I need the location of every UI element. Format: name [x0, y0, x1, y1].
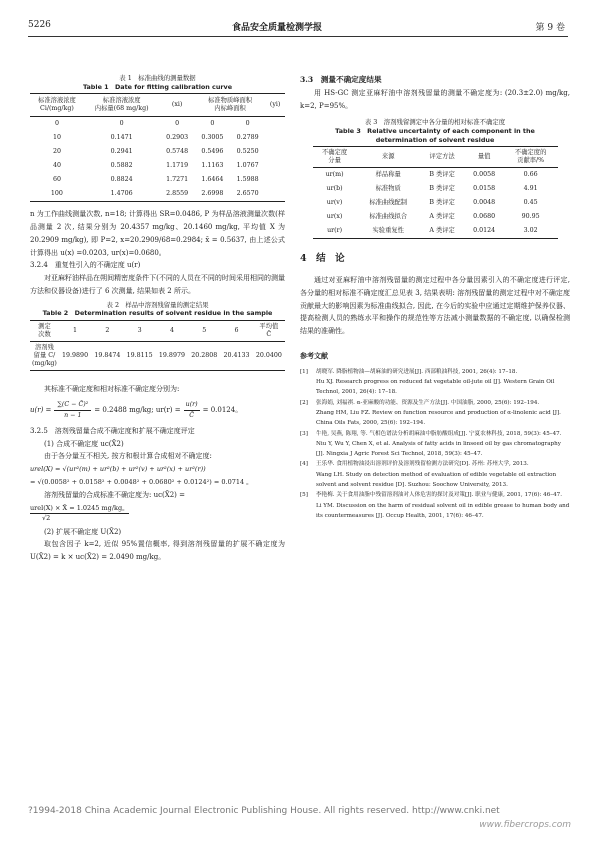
- table1-header-cell: 标准溶液浓度 Ci/(mg/kg): [38, 97, 76, 113]
- table3-cell: A 类评定: [429, 213, 455, 221]
- equation-urel-values: = √(0.0058² + 0.0158² + 0.0048² + 0.0680² + 0.0124²) = 0.0714 。: [30, 477, 253, 486]
- table3: [313, 146, 558, 239]
- paragraph-repeatability: 对亚麻籽油样品在朔间精密度条件下(不同的人员在不同的时间采用相同的测量方法和仪器设备)进行了 6 次测量, 结果如表 2 所示。: [30, 274, 285, 295]
- paragraph-n-definition: n 为工作曲线测量次数, n=18; 计算得出 SR=0.0486, P 为样品溶液测量次数(样品测量 2 次, 结果分别为 20.4357 mg/kg、20.1460 mg/kg, 平均值 X 为 20.2909 mg/kg), 即 P=2, x=20.2909/68=0.2984; x̄ = 0.5637, 由上述公式计算得出 u(x) =0.0203, ur(x)=0.0680。: [30, 210, 285, 257]
- table1-cell: 0: [119, 120, 124, 128]
- table3-cell: ur(b): [326, 185, 343, 193]
- equation-ur-result: = 0.2488 mg/kg; ur(r) =: [94, 405, 181, 414]
- table3-cell: 标准曲线配制: [369, 199, 408, 207]
- table3-cell: 标准曲线拟合: [369, 213, 408, 221]
- table3-header-cell: 不确定度的 贡献率/%: [514, 149, 547, 165]
- reference-item: [300, 501, 570, 522]
- table1-row: [30, 187, 285, 202]
- reference-text: 李艳梅. 关于食用油脂中残留溶剂油对人体危害的探讨及对策[J]. 职业与健康, 2001, 17(6): 46–47.: [316, 492, 562, 499]
- table1-cell: 1.1163: [201, 162, 224, 170]
- table1-cell: 0: [210, 120, 215, 128]
- equation-urr-numerator: u(r): [184, 400, 200, 411]
- table2-value-cell: 20.2808: [191, 351, 218, 359]
- table3-row: [313, 196, 558, 210]
- table2-header-cell: 3: [137, 326, 142, 334]
- table3-header-cell: 量值: [477, 153, 491, 161]
- table2-value-cell: 19.9890: [62, 351, 89, 359]
- paragraph-expanded: 取包含因子 k=2, 近似 95%置信概率, 得到溶剂残留量的扩展不确定度为 U(X̄2) = k × uc(X̄2) = 2.0490 mg/kg。: [30, 540, 285, 562]
- reference-text: 张海娟, 刘福祺. α-亚麻酸的功能、资源及生产方法[J]. 中国油脂, 2000, 25(6): 192–194.: [316, 399, 540, 406]
- table3-cell: 4.91: [523, 185, 538, 193]
- table1-caption: [30, 74, 285, 91]
- table3-cell: B 类评定: [429, 171, 455, 179]
- table3-cell: 标准物质: [375, 185, 401, 193]
- table2-header-cell: 6: [234, 326, 239, 334]
- reference-number: [300, 408, 316, 429]
- table1-row: [30, 173, 285, 187]
- table3-caption-zh: 表 3 溶剂残留测定中各分量的相对标准不确定度: [364, 118, 506, 127]
- table3-row: [313, 224, 558, 239]
- table1-cell: 60: [52, 176, 61, 184]
- table1-row: [30, 117, 285, 132]
- table1-cell: [265, 187, 285, 202]
- table1-cell: [265, 117, 285, 132]
- reference-text: 王乐华. 食用植物油浸出溶剂评价及溶剂残留检测方法研究[D]. 苏州: 苏州大学, 2013.: [316, 461, 529, 468]
- table2-header-row: [30, 320, 285, 341]
- reference-item: [300, 398, 570, 408]
- table1-cell: [265, 145, 285, 159]
- table3-cell: B 类评定: [429, 199, 455, 207]
- equation-urr-result: = 0.0124。: [202, 405, 243, 414]
- table3-header-cell: 评定方法: [429, 153, 455, 161]
- table1-row: [30, 131, 285, 145]
- reference-number: [300, 439, 316, 460]
- table3-cell: 0.0048: [473, 199, 496, 207]
- reference-number: [300, 377, 316, 398]
- table1-cell: 2.6570: [236, 190, 259, 198]
- equation-ur: [30, 400, 285, 421]
- references-title: 参考文献: [300, 350, 328, 360]
- reference-text: Niu Y, Wu Y, Chen X, et al. Analysis of fatty acids in linseed oil by gas chromatography [J]. Ningxia J Agric Forest Sci Technol, 2018, 59(3): 45–47.: [316, 440, 561, 458]
- equation-ur-denominator: n − 1: [64, 411, 82, 419]
- reference-item: [300, 408, 570, 429]
- reference-text: Li YM. Discussion on the harm of residual solvent oil in edible grease to human body and its countermeasures [J]. Occup Health, 2001, 17(6): 46–47.: [316, 502, 570, 519]
- table3-cell: 实验重复性: [372, 227, 404, 235]
- reference-item: [300, 439, 570, 460]
- table1-cell: 2.8559: [166, 190, 189, 198]
- table2-value-cell: 20.4133: [223, 351, 250, 359]
- subsection-combined: (1) 合成不确定度 uc(X̄2): [44, 439, 124, 448]
- table2-header-cell: 2: [105, 326, 110, 334]
- table2-row-label: 溶剂残 留量 C/ (mg/kg): [32, 343, 57, 367]
- table3-header-row: [313, 147, 558, 168]
- table1-cell: 0.5250: [236, 148, 259, 156]
- table1-cell: 1.7271: [166, 176, 189, 184]
- table1-row: [30, 145, 285, 159]
- table1-header-row: [30, 94, 285, 117]
- table1-cell: [265, 159, 285, 173]
- table2-value-cell: 20.0400: [255, 351, 282, 359]
- table1-caption-zh: 表 1 标准曲线的测量数据: [119, 74, 196, 82]
- table2-caption: [30, 301, 285, 318]
- table3-cell: 0.0058: [473, 171, 496, 179]
- table1-cell: 2.6998: [201, 190, 224, 198]
- table3-cell: 0.0158: [473, 185, 496, 193]
- reference-number: [2]: [300, 399, 308, 406]
- header-rule: [28, 36, 568, 37]
- table3-caption-en2: determination of solvent residue: [375, 135, 495, 144]
- watermark: www.fibercrops.com: [479, 820, 571, 830]
- table1-cell: [265, 173, 285, 187]
- references-list: [300, 367, 570, 521]
- table3-cell: 0.45: [523, 199, 538, 207]
- table3-header-cell: 不确定度 分量: [321, 149, 348, 165]
- equation-uc-denominator: √2: [42, 513, 51, 522]
- table1-cell: 20: [52, 148, 61, 156]
- table1-cell: 1.1719: [166, 162, 189, 170]
- left-column: [30, 74, 285, 564]
- right-column: [300, 74, 570, 521]
- paragraph-combined-standard: 溶剂残留量的合成标准不确定度为: uc(X̄2) =: [44, 490, 186, 499]
- reference-text: Hu XJ. Research progress on reduced fat vegetable oil-jute oil [J]. Western Grain Oil Technol, 2001, 26(4): 17–18.: [316, 379, 555, 396]
- table3-cell: ur(m): [325, 171, 344, 179]
- table3-row: [313, 182, 558, 196]
- reference-number: [3]: [300, 430, 308, 437]
- table1-cell: 0: [245, 120, 250, 128]
- table1-cell: 10: [52, 134, 61, 142]
- table1-cell: 1.5988: [236, 176, 259, 184]
- table1-header-cell: 标准溶液浓度 内标量(68 mg/kg): [94, 97, 149, 113]
- table2-value-row: [30, 341, 285, 370]
- table1-cell: 40: [52, 162, 61, 170]
- paragraph-combined: 由于各分量互不相关, 按方和根计算合成相对不确定度:: [44, 452, 212, 461]
- table2-header-label: 测定 次数: [38, 322, 51, 338]
- table3-cell: ur(r): [327, 227, 343, 235]
- table1-caption-en: Table 1 Date for fitting calibration curve: [82, 82, 233, 91]
- table1-row: [30, 159, 285, 173]
- section-4-conclusion: 4 结 论: [300, 253, 345, 265]
- table3-header-cell: 来源: [381, 153, 395, 161]
- table1: [30, 93, 285, 202]
- equation-urr-denominator: C̄: [189, 411, 195, 419]
- table2-value-cell: 19.8474: [94, 351, 121, 359]
- table1-cell: 0.2941: [110, 148, 133, 156]
- paragraph-result: 用 HS-GC 测定亚麻籽油中溶剂残留量的测量不确定度为: (20.3±2.0) mg/kg, k=2, P=95%。: [300, 88, 570, 110]
- table3-cell: B 类评定: [429, 185, 455, 193]
- equation-ur-lhs: u(r) =: [30, 405, 52, 414]
- table1-cell: 0.5882: [110, 162, 133, 170]
- reference-text: Wang LH. Study on detection method of evaluation of edible vegetable oil extraction solvent and solvent residue [D]. Suzhou: Soochow University, 2013.: [316, 471, 557, 489]
- table3-cell: 样品称量: [375, 171, 401, 179]
- table1-header-cell: (yi): [269, 101, 281, 109]
- table1-cell: 0.3005: [201, 134, 224, 142]
- table3-caption: [300, 118, 570, 144]
- reference-number: [300, 470, 316, 491]
- reference-text: 牛艳, 吴燕, 陈翔, 等. 气相色谱法分析胡麻油中脂肪酸组成[J]. 宁夏农林科技, 2018, 59(3): 45–47.: [316, 430, 562, 437]
- reference-number: [5]: [300, 492, 308, 499]
- reference-item: [300, 459, 570, 469]
- table2-value-cell: 19.8115: [126, 351, 153, 359]
- table1-cell: 0: [175, 120, 180, 128]
- reference-item: [300, 367, 570, 377]
- table1-header-cell: 标准物质峰面积 内标峰面积: [208, 97, 253, 113]
- volume-label: 第 9 卷: [535, 23, 565, 33]
- page-number: 5226: [28, 20, 51, 30]
- reference-item: [300, 470, 570, 491]
- equation-urel: urel(X) = √(ur²(m) + ur²(b) + ur²(v) + ur²(x) + ur²(r)): [30, 465, 206, 474]
- table1-cell: [265, 131, 285, 145]
- copyright-footer: ?1994-2018 China Academic Journal Electronic Publishing House. All rights reserved. http://www.cnki.net: [28, 806, 500, 816]
- table1-cell: 0.2903: [166, 134, 189, 142]
- table2: [30, 320, 285, 371]
- table3-row: [313, 168, 558, 183]
- table1-cell: 1.0767: [236, 162, 259, 170]
- equation-uc: [30, 504, 129, 523]
- table3-row: [313, 210, 558, 224]
- table2-caption-zh: 表 2 样品中溶剂残留量的测定结果: [106, 300, 209, 309]
- paragraph-uncertainty-intro: 其标准不确定度和相对标准不确定度分别为:: [44, 384, 180, 393]
- table2-header-cell: 4: [169, 326, 174, 334]
- table2-header-cell: 5: [202, 326, 207, 334]
- table1-cell: 1.6464: [201, 176, 224, 184]
- reference-item: [300, 429, 570, 439]
- table2-value-cell: 19.8979: [158, 351, 185, 359]
- table1-cell: 0.1471: [110, 134, 133, 142]
- table1-cell: 100: [50, 190, 63, 198]
- table1-cell: 0.5748: [166, 148, 189, 156]
- table1-cell: 1.4706: [110, 190, 133, 198]
- table3-cell: 90.95: [521, 213, 540, 221]
- reference-number: [4]: [300, 461, 308, 468]
- table2-caption-en: Table 2 Determination results of solvent residue in the sample: [42, 309, 273, 318]
- section-3-3: 3.3 测量不确定度结果: [300, 75, 382, 84]
- journal-title: 食品安全质量检测学报: [232, 23, 323, 33]
- table1-header-cell: (xi): [171, 101, 183, 109]
- table3-cell: ur(x): [326, 213, 343, 221]
- table3-cell: A 类评定: [429, 227, 455, 235]
- equation-ur-numerator: ∑(C − C̄)²: [54, 400, 91, 411]
- table2-header-avg: 平均值 C̄: [259, 322, 279, 338]
- table3-caption-en1: Table 3 Relative uncertainty of each component in the: [335, 126, 535, 135]
- reference-item: [300, 377, 570, 398]
- reference-number: [1]: [300, 368, 308, 375]
- reference-number: [300, 501, 316, 522]
- reference-text: 胡晓军. 降脂植物油—胡麻油的研究进展[J]. 西部粮油科技, 2001, 26(4): 17–18.: [316, 368, 518, 375]
- table2-header-cell: 1: [73, 326, 78, 334]
- reference-item: [300, 490, 570, 500]
- table1-cell: 0.5496: [201, 148, 224, 156]
- section-3-2-5: 3.2.5 溶剂残留量合成不确定度和扩展不确定度评定: [30, 426, 195, 435]
- table3-cell: 0.0124: [473, 227, 496, 235]
- reference-text: Zhang HM, Liu FZ. Review on function resource and production of α-linolenic acid [J]. China Oils Fats, 2000, 25(6): 192–194.: [316, 409, 561, 427]
- paragraph-conclusion: 通过对亚麻籽油中溶剂残留量的测定过程中各分量因素引入的不确定度进行评定, 各分量的相对标准不确定度汇总见表 3, 结果表明: 溶剂残留量的测定过程中对不确定度贡献最大的影响因素为标准曲线拟合, 因此, 在今后的实验中应通过定期维护保养仪器、提高检测人员的熟练水平和操作的规范性等方法减小测量数据的不确定度, 以确保检测结果的准确性。: [300, 275, 570, 336]
- subsection-expanded: (2) 扩展不确定度 U(X̄2): [44, 527, 122, 536]
- table3-cell: 0.66: [523, 171, 538, 179]
- table1-cell: 0: [54, 120, 59, 128]
- table3-cell: ur(v): [326, 199, 343, 207]
- table1-cell: 0.8824: [110, 176, 133, 184]
- equation-uc-numerator: urel(X) × X̄ = 1.0245 mg/kg。: [30, 503, 129, 512]
- table3-cell: 0.0680: [473, 213, 496, 221]
- table3-cell: 3.02: [523, 227, 538, 235]
- table1-cell: 0.2789: [236, 134, 259, 142]
- section-3-2-4: 3.2.4 重复性引入的不确定度 u(r): [30, 261, 141, 270]
